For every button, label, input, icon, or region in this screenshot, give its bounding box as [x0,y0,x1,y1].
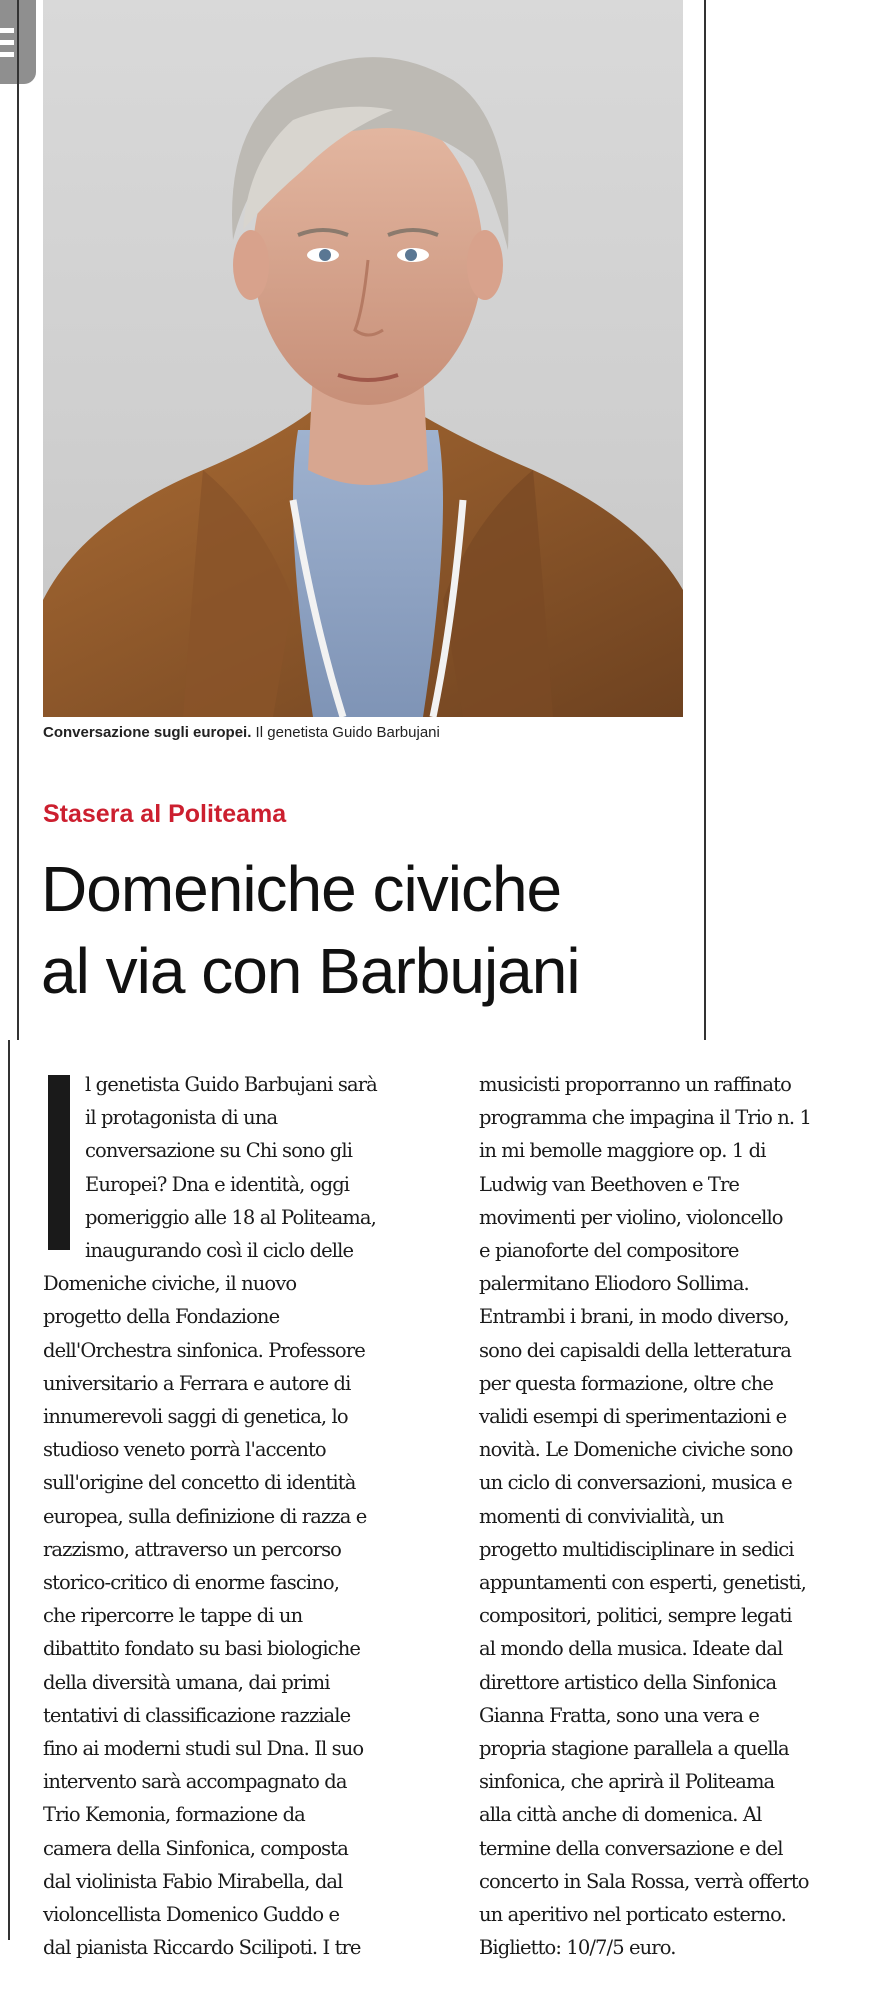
body-text-line: progetto della Fondazione [43,1305,280,1329]
article-body-left-column [43,1068,455,1964]
body-text-line: momenti di convivialità, un [479,1504,724,1528]
body-text-line: Biglietto: 10/7/5 euro. [479,1936,676,1960]
body-text-line: dell'Orchestra sinfonica. Professore [43,1338,365,1362]
body-text-line: compositori, politici, sempre legati [479,1604,792,1628]
body-text-line: validi esempi di sperimentazioni e [479,1405,787,1429]
left-border-rule [17,0,19,1040]
headline-line: Domeniche civiche [41,853,562,925]
body-text-line: sull'origine del concetto di identità [43,1471,356,1495]
body-text-line: dal pianista Riccardo Scilipoti. I tre [43,1936,361,1960]
body-text-line: appuntamenti con esperti, genetisti, [479,1571,806,1595]
body-text-line: per questa formazione, oltre che [479,1371,774,1395]
article-body-right-column [479,1068,883,1964]
body-text-line: razzismo, attraverso un percorso [43,1537,342,1561]
body-text-line: Ludwig van Beethoven e Tre [479,1172,740,1196]
body-text-line: tentativi di classificazione razziale [43,1703,351,1727]
body-text-line: sinfonica, che aprirà il Politeama [479,1770,775,1794]
body-text-line: il protagonista di una [85,1106,278,1130]
menu-icon-bar [0,28,14,33]
body-text-line: intervento sarà accompagnato da [43,1770,347,1794]
article-headline [41,848,701,1012]
portrait-illustration [43,0,683,717]
headline-line: al via con Barbujani [41,935,580,1007]
body-text-line: universitario a Ferrara e autore di [43,1371,351,1395]
body-text-line: fino ai moderni studi sul Dna. Il suo [43,1737,364,1761]
caption-lead: Conversazione sugli europei. [43,724,252,741]
body-text-line: Europei? Dna e identità, oggi [85,1172,350,1196]
body-text-line: propria stagione parallela a quella [479,1737,789,1761]
body-text-line: dal violinista Fabio Mirabella, dal [43,1869,343,1893]
body-text-line: che ripercorre le tappe di un [43,1604,303,1628]
body-text-line: termine della conversazione e del [479,1836,783,1860]
body-text-line: della diversità umana, dai primi [43,1670,330,1694]
body-text-line: musicisti proporranno un raffinato [479,1073,791,1096]
right-border-rule [704,0,706,1040]
body-text-line: studioso veneto porrà l'accento [43,1438,326,1462]
body-text-line: sono dei capisaldi della letteratura [479,1338,791,1362]
body-text-line: palermitano Eliodoro Sollima. [479,1272,749,1296]
menu-icon-bar [0,40,14,45]
body-text-line: l genetista Guido Barbujani sarà [85,1073,377,1096]
body-text-line: concerto in Sala Rossa, verrà offerto [479,1869,809,1893]
body-text-line: inaugurando così il ciclo delle [85,1239,354,1263]
body-text-line: Gianna Fratta, sono una vera e [479,1703,759,1727]
body-text-line: pomeriggio alle 18 al Politeama, [85,1205,376,1229]
body-text-line: novità. Le Domeniche civiche sono [479,1438,793,1462]
body-text-line: Domeniche civiche, il nuovo [43,1272,297,1296]
body-text-line: innumerevoli saggi di genetica, lo [43,1405,348,1429]
article-kicker: Stasera al Politeama [43,800,287,828]
body-text-line: alla città anche di domenica. Al [479,1803,762,1827]
body-text-line: al mondo della musica. Ideate dal [479,1637,783,1661]
body-text-line: programma che impagina il Trio n. 1 [479,1106,811,1130]
body-text-line: e pianoforte del compositore [479,1239,739,1263]
body-text-line: un ciclo di conversazioni, musica e [479,1471,792,1495]
body-text-line: conversazione su Chi sono gli [85,1139,353,1163]
body-text-line: movimenti per violino, violoncello [479,1205,783,1229]
body-text-line: Entrambi i brani, in modo diverso, [479,1305,789,1329]
body-text-line: direttore artistico della Sinfonica [479,1670,777,1694]
body-text-line: progetto multidisciplinare in sedici [479,1537,794,1561]
photo-caption [43,724,683,741]
body-text-line: europea, sulla definizione di razza e [43,1504,367,1528]
body-text-line: dibattito fondato su basi biologiche [43,1637,361,1661]
body-text-line: Trio Kemonia, formazione da [43,1803,305,1827]
body-text-line: in mi bemolle maggiore op. 1 di [479,1139,766,1163]
body-text-line: un aperitivo nel porticato esterno. [479,1903,786,1927]
portrait-photo [43,0,683,717]
body-text-line: violoncellista Domenico Guddo e [43,1903,340,1927]
body-text-line: storico-critico di enorme fascino, [43,1571,340,1595]
left-border-rule-lower [8,1040,10,1940]
caption-text: Il genetista Guido Barbujani [251,724,440,741]
body-text-line: camera della Sinfonica, composta [43,1836,348,1860]
menu-icon-bar [0,52,14,57]
